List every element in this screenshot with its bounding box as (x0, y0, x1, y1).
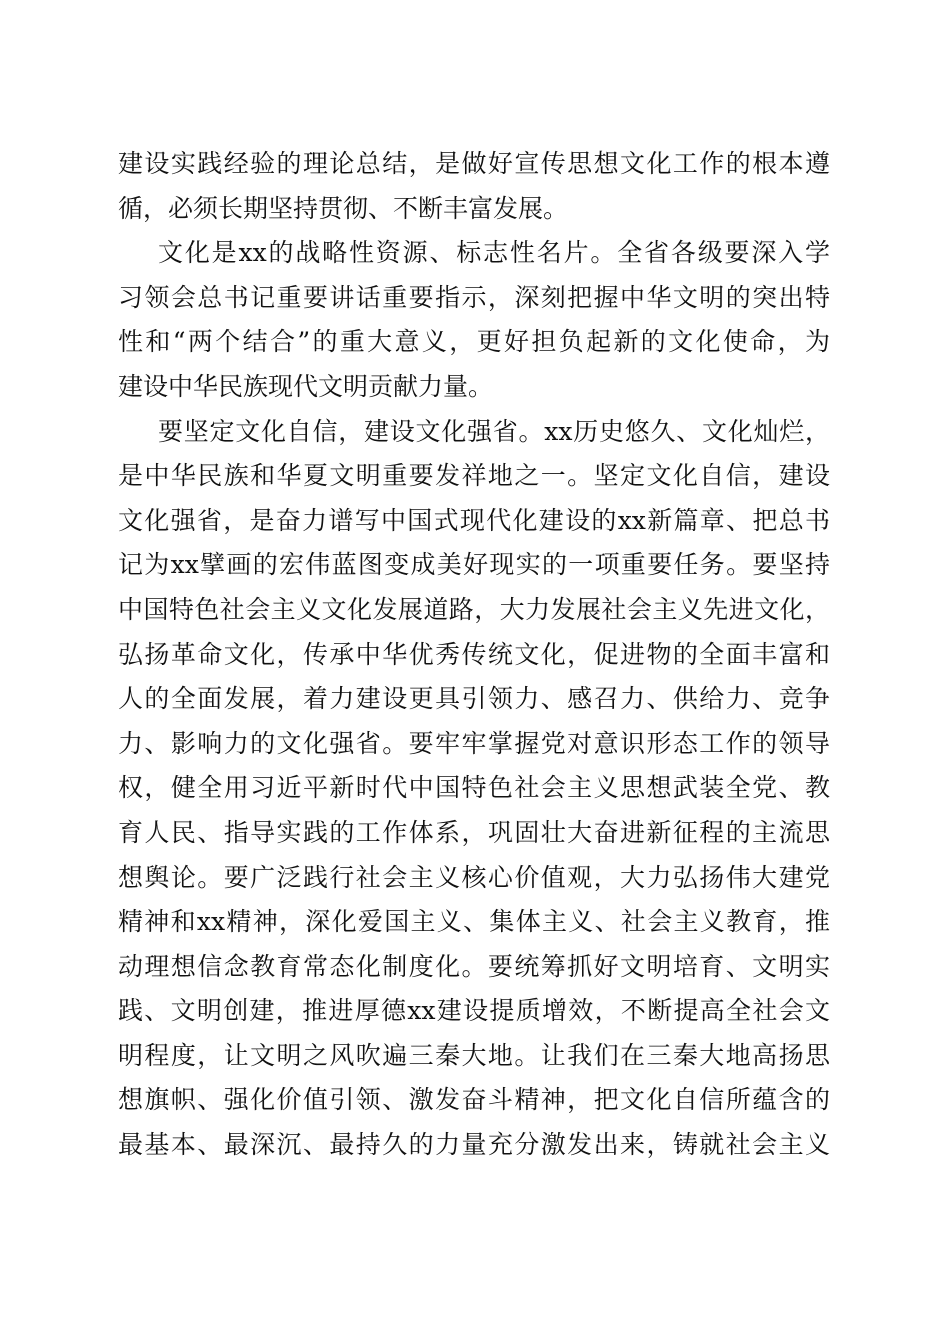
paragraph-3-line-16: 想旗帜、强化价值引领、激发奋斗精神，把文化自信所蕴含的 (118, 1085, 830, 1115)
paragraph-3-line-10: 育人民、指导实践的工作体系，巩固壮大奋进新征程的主流思 (118, 817, 830, 847)
paragraph-2-line-3: 性和“两个结合”的重大意义，更好担负起新的文化使命，为 (118, 327, 830, 357)
paragraph-3-line-14: 践、文明创建，推进厚德xx建设提质增效，不断提高全社会文 (118, 996, 830, 1026)
document-body (118, 142, 830, 1168)
paragraph-3-line-13: 动理想信念教育常态化制度化。要统筹抓好文明培育、文明实 (118, 951, 830, 981)
paragraph-3-line-12: 精神和xx精神，深化爱国主义、集体主义、社会主义教育，推 (118, 907, 830, 937)
paragraph-3-line-2: 是中华民族和华夏文明重要发祥地之一。坚定文化自信，建设 (118, 461, 830, 491)
paragraph-3-line-11: 想舆论。要广泛践行社会主义核心价值观，大力弘扬伟大建党 (118, 862, 830, 892)
paragraph-3-line-8: 力、影响力的文化强省。要牢牢掌握党对意识形态工作的领导 (118, 728, 830, 758)
paragraph-3-line-3: 文化强省，是奋力谱写中国式现代化建设的xx新篇章、把总书 (118, 505, 830, 535)
paragraph-3-line-6: 弘扬革命文化，传承中华优秀传统文化，促进物的全面丰富和 (118, 639, 830, 669)
paragraph-3-line-5: 中国特色社会主义文化发展道路，大力发展社会主义先进文化， (118, 594, 830, 624)
paragraph-3-line-4: 记为xx擘画的宏伟蓝图变成美好现实的一项重要任务。要坚持 (118, 550, 830, 580)
paragraph-1-line-2: 循，必须长期坚持贯彻、不断丰富发展。 (118, 193, 569, 223)
paragraph-1-line-1: 建设实践经验的理论总结，是做好宣传思想文化工作的根本遵 (118, 149, 830, 178)
paragraph-2-line-4: 建设中华民族现代文明贡献力量。 (118, 371, 494, 401)
paragraph-3-line-7: 人的全面发展，着力建设更具引领力、感召力、供给力、竞争 (118, 684, 830, 714)
paragraph-2-line-1: 文化是xx的战略性资源、标志性名片。全省各级要深入学 (158, 238, 830, 268)
paragraph-3-line-9: 权，健全用习近平新时代中国特色社会主义思想武装全党、教 (118, 773, 830, 803)
paragraph-3-line-15: 明程度，让文明之风吹遍三秦大地。让我们在三秦大地高扬思 (118, 1040, 830, 1070)
paragraph-2-line-2: 习领会总书记重要讲话重要指示，深刻把握中华文明的突出特 (118, 282, 830, 312)
paragraph-3-line-17: 最基本、最深沉、最持久的力量充分激发出来，铸就社会主义 (118, 1130, 830, 1160)
paragraph-3-line-1: 要坚定文化自信，建设文化强省。xx历史悠久、文化灿烂， (158, 416, 830, 446)
